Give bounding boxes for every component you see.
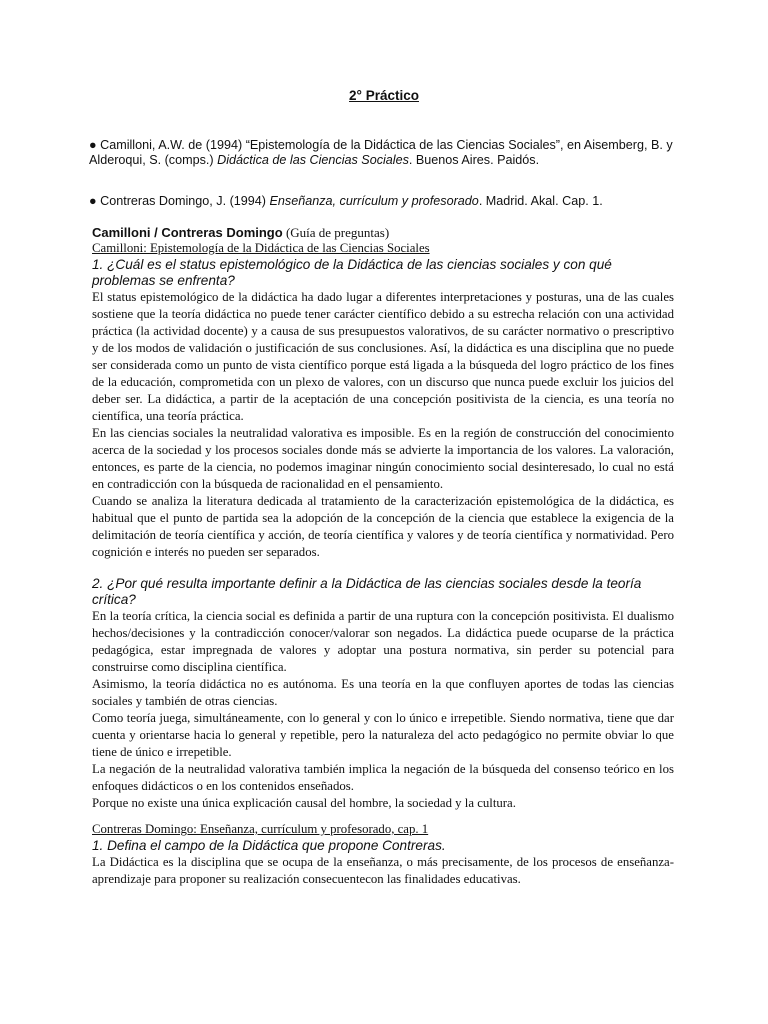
answer-paragraph: Como teoría juega, simultáneamente, con lo general y con lo único e irrepetible. Siendo normativa, tiene que dar cuenta y orientarse hacia lo general y repetible, pero la naturaleza del acto pedagógico no permite obviar lo que tiene de único e irrepetible. — [92, 711, 674, 759]
reference-publisher: . Buenos Aires. Paidós. — [408, 153, 540, 167]
question-1: 1. ¿Cuál es el status epistemológico de la Didáctica de las ciencias sociales y con qué problemas se enfrenta? — [92, 257, 612, 288]
answer-paragraph: En las ciencias sociales la neutralidad valorativa es imposible. Es en la región de construcción del conocimiento acerca de la sociedad y los procesos sociales donde más se advierte la importancia de los valores. La valoración, entonces, es parte de la ciencia, no podemos imaginar ningún conocimiento social desinteresado, lo cual no está en contradicción con la búsqueda de racionalidad en el pensamiento. — [92, 426, 674, 491]
answer-paragraph: La negación de la neutralidad valorativa también implica la negación de la búsqueda del consenso teórico en los enfoques didácticos o en los contenidos enseñados. — [92, 762, 674, 793]
main-content — [92, 225, 674, 888]
reference-publisher: . Madrid. Akal. Cap. 1. — [478, 194, 603, 208]
bullet-icon: ● — [89, 194, 97, 208]
answer-paragraph: El status epistemológico de la didáctica ha dado lugar a diferentes interpretaciones y posturas, una de las cuales sostiene que la teoría didáctica no puede tener carácter científico debido a su estrecha relación con una actividad práctica (la actividad docente) y a causa de sus presupuestos valorativos, de su carácter normativo o prescriptivo y de los modos de validación o justificación de sus conclusiones. Así, la didáctica es una disciplina que no puede ser considerada como un punto de vista científico porque está ligada a la búsqueda del logro práctico de los fines de la educación, comprometida con un plexo de valores, con un discurso que nunca puede excluir los juicios del deber ser. La didáctica, a partir de la aceptación de una concepción positivista de la ciencia, es una teoría no científica, una teoría práctica. — [92, 290, 674, 423]
section-heading-note: (Guía de preguntas) — [282, 225, 390, 240]
subheading-contreras: Contreras Domingo: Enseñanza, currículum y profesorado, cap. 1 — [92, 822, 429, 836]
question-2: 2. ¿Por qué resulta importante definir a la Didáctica de las ciencias sociales desde la teoría crítica? — [92, 576, 642, 607]
reference-camilloni — [89, 138, 681, 168]
reference-book-title: Enseñanza, currículum y profesorado — [269, 194, 479, 208]
reference-text: Camilloni, A.W. de (1994) “Epistemología de la Didáctica de las Ciencias Sociales”, en Aisemberg, B. y Alderoqui, S. (comps.) — [89, 138, 673, 167]
section-heading — [92, 225, 674, 241]
question-contreras-1: 1. Defina el campo de la Didáctica que propone Contreras. — [92, 838, 446, 853]
reference-contreras — [89, 194, 681, 209]
answer-paragraph: Asimismo, la teoría didáctica no es autónoma. Es una teoría en la que confluyen aportes de todas las ciencias sociales y también de otras ciencias. — [92, 677, 674, 708]
answer-paragraph: En la teoría crítica, la ciencia social es definida a partir de una ruptura con la concepción positivista. El dualismo hechos/decisiones y la contradicción conocer/valorar son negados. La didáctica puede ocuparse de la práctica pedagógica, estar impregnada de valores y adoptar una postura normativa, sin perder su potencial para construirse como disciplina científica. — [92, 609, 674, 674]
bullet-icon: ● — [89, 138, 97, 152]
answer-paragraph: La Didáctica es la disciplina que se ocupa de la enseñanza, o más precisamente, de los procesos de enseñanza-aprendizaje para proponer su realización consecuentecon las finalidades educativas. — [92, 855, 674, 886]
answer-paragraph: Porque no existe una única explicación causal del hombre, la sociedad y la cultura. — [92, 796, 516, 810]
subheading-camilloni: Camilloni: Epistemología de la Didáctica de las Ciencias Sociales — [92, 241, 430, 255]
section-heading-authors: Camilloni / Contreras Domingo — [92, 225, 283, 240]
page-title: 2° Práctico — [349, 88, 419, 103]
answer-paragraph: Cuando se analiza la literatura dedicada al tratamiento de la caracterización epistemológica de la didáctica, es habitual que el punto de partida sea la adopción de la concepción de la ciencia que establece la exigencia de la delimitación de teoría científica y acción, de teoría científica y valores y de teoría científica y normatividad. Pero cognición e interés no pueden ser separados. — [92, 494, 674, 559]
reference-book-title: Didáctica de las Ciencias Sociales — [217, 153, 409, 167]
reference-text: Contreras Domingo, J. (1994) — [96, 194, 270, 208]
